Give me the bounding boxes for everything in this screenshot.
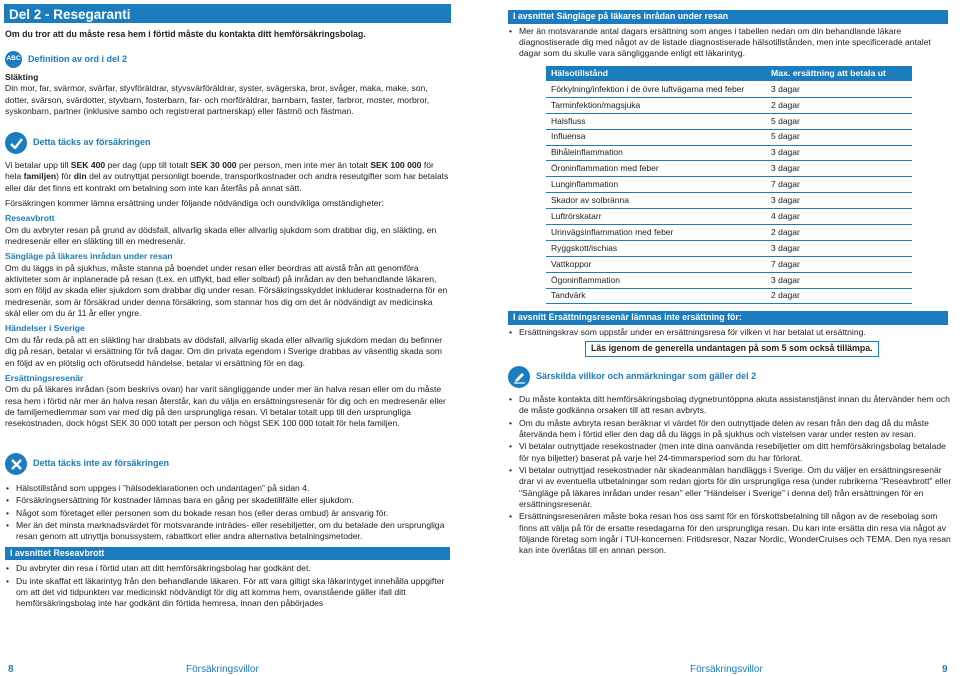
- list-item: • Du måste kontakta ditt hemförsäkringsbolag dygnetruntöppna akuta assistanstjänst innan du återvänder hem och de måste godkänna orsaken till att resan avbryts.: [508, 394, 953, 417]
- condition-cell: Tarminfektion/magsjuka: [546, 97, 766, 113]
- heading-reseavbrott: Reseavbrott: [5, 213, 55, 224]
- covered-title: Detta täcks av försäkringen: [33, 137, 151, 148]
- not-covered-title: Detta täcks inte av försäkringen: [33, 458, 170, 469]
- max-days-cell: 7 dagar: [766, 177, 912, 193]
- pencil-icon: [508, 366, 530, 388]
- table-row: [546, 129, 912, 145]
- max-days-cell: 3 dagar: [766, 193, 912, 209]
- heading-handelser: Händelser i Sverige: [5, 323, 85, 334]
- cross-icon: [5, 453, 27, 475]
- table-row: [546, 288, 912, 304]
- ersattningsresenar-exclusions: [508, 311, 948, 339]
- condition-cell: Vattkoppor: [546, 256, 766, 272]
- table-row: [546, 113, 912, 129]
- max-days-cell: 2 dagar: [766, 288, 912, 304]
- max-days-cell: 2 dagar: [766, 225, 912, 241]
- table-row: [546, 177, 912, 193]
- abc-icon: ABC: [5, 51, 22, 68]
- table-header: [546, 66, 912, 81]
- max-days-cell: 3 dagar: [766, 145, 912, 161]
- ersattningsresenar-list: [508, 327, 948, 338]
- condition-cell: Halsfluss: [546, 113, 766, 129]
- condition-cell: Skador av solbränna: [546, 193, 766, 209]
- text-ersattningsresenar: Om du på läkares inrådan (som beskrivs ovan) har varit sängliggande under mer än halva resan eller om du måste resa hem i förtid när mer än halva resan återstår, kan du välja en ersättningsresenär för dig och en medresenär eller de familjemedlemmar som var med dig på den ursprungliga resan. Vi betalar totalt upp till den ursprungliga resekostnaden, dock högst SEK 30 000 totalt per person och högst SEK 100 000 totalt för hela familjen.: [5, 384, 446, 429]
- max-days-cell: 3 dagar: [766, 161, 912, 177]
- list-item: • Du avbryter din resa i förtid utan att ditt hemförsäkringsbolag har godkänt det.: [5, 563, 450, 574]
- heading-sanglage: Sängläge på läkares inrådan under resan: [5, 251, 173, 262]
- condition-cell: Ryggskott/ischias: [546, 240, 766, 256]
- slakting-definition: Din mor, far, svärmor, svärfar, styvföräldrar, styvsvärföräldrar, syster, svägerska, bror, svåger, maka, make, son, dotter, svärson, svärdotter, styvbarn, fosterbarn, far- och morföräldrar, barnbarn, faster, farbror, moster, morbror, syskonbarn, partner (inklusive sambo och registrerat partnerskap) eller fästmö och fästman.: [5, 83, 430, 117]
- condition-cell: Urinvägsinflammation med feber: [546, 225, 766, 241]
- list-item: • Du inte skaffat ett läkarintyg från den behandlande läkaren. För att vara giltigt ska läkarintyget innehålla uppgifter om att det vid tidpunkten var medicinskt nödvändigt för dig att komma hem, ovanstående gäller ifall ditt hemförsäkringsbolag inte har godkänt din förtida hemresa, innan den påbörjades: [5, 576, 450, 610]
- page-number-left: 8: [8, 664, 14, 675]
- reseavbrott-exclusions: [5, 563, 450, 609]
- list-item: • Vi betalar outnyttjade resekostnader (men inte dina oanvända resebiljetter om ditt hemförsäkringsbolag betalade för nya biljetter) baserat på varje hel 24-timmarsperiod som du har förlorat.: [508, 441, 953, 464]
- condition-cell: Lunginflammation: [546, 177, 766, 193]
- not-covered-block: [5, 453, 450, 611]
- general-exclusions-notice: Läs igenom de generella undantagen på som 5 som också tillämpa.: [585, 341, 879, 357]
- table-row: [546, 256, 912, 272]
- table-row: [546, 272, 912, 288]
- definitions-block: [5, 51, 450, 121]
- circumstances-intro: Försäkringen kommer lämna ersättning under följande nödvändiga och oundvikliga omständigheter:: [5, 198, 384, 209]
- table-row: [546, 193, 912, 209]
- list-item: • Mer än motsvarande antal dagars ersättning som anges i tabellen nedan om din behandlande läkare diagnostiserade dig med något av de listade diagnostiserade hälsotillstånden, men inte specificerade antalet dagar som du skulle vara sängliggande enligt ett läkarintyg.: [508, 26, 948, 60]
- table-row: [546, 145, 912, 161]
- definitions-title: Definition av ord i del 2: [28, 53, 128, 64]
- text-reseavbrott: Om du avbryter resan på grund av dödsfall, allvarlig skada eller allvarlig sjukdom som drabbar dig, en släkting, en medresenär eller en släkting till en medresenär.: [5, 224, 437, 247]
- column-header-max-days: Max. ersättning att betala ut: [766, 66, 912, 81]
- list-item: • Hälsotillstånd som uppges i ”hälsodeklarationen och undantagen” på sidan 4.: [5, 483, 450, 494]
- list-item: • Försäkringsersättning för kostnader lämnas bara en gång per skadetillfälle eller sjukdom.: [5, 495, 450, 506]
- intro-text: Om du tror att du måste resa hem i förtid måste du kontakta ditt hemförsäkringsbolag.: [5, 29, 366, 39]
- list-item: • Mer än det minsta marknadsvärdet för motsvarande inträdes- eller resebiljetter, om du betalade den ursprungliga resan genom att utnyttja bonussystem, rabattkort eller andra alternativa betalningsmetoder.: [5, 520, 450, 543]
- max-days-cell: 3 dagar: [766, 272, 912, 288]
- table-row: [546, 97, 912, 113]
- heading-ersattningsresenar: Ersättningsresenär: [5, 372, 84, 383]
- list-item: • Vi betalar outnyttjad resekostnader när skadeanmälan handläggs i Sverige. Om du väljer en ersättningsresenär drar vi av eventuella utbetalningar som redan gjorts för din ursprungliga resa (under rubrikerna "Reseavbrott" eller "Sängläge på läkares inrådan under resan" eller "Händelser i Sverige" i denna del) från ersättningen för en ersättningsresenär.: [508, 465, 953, 510]
- section-title: Del 2 - Resegaranti: [4, 4, 451, 23]
- condition-table: [546, 66, 912, 304]
- condition-cell: Luftrörskatarr: [546, 209, 766, 225]
- covered-block: [5, 132, 450, 434]
- table-row: [546, 240, 912, 256]
- page-number-right: 9: [942, 664, 948, 675]
- special-conditions-block: [508, 366, 953, 558]
- box-title-reseavbrott: I avsnittet Reseavbrott: [5, 547, 450, 561]
- term-slakting: Släkting: [5, 72, 39, 82]
- condition-cell: Ögoninflammation: [546, 272, 766, 288]
- condition-cell: Tandvärk: [546, 288, 766, 304]
- checkmark-icon: [5, 132, 27, 154]
- sanglage-exclusions: [508, 10, 948, 61]
- covered-paragraph: Vi betalar upp till SEK 400 per dag (upp till totalt SEK 30 000 per person, men inte mer än totalt SEK 100 000 för hela familjen) för din del av outnyttjat personligt boende, transportkostnader och andra reseutgifter som har betalats eller där det finns ett kontrakt om betalning som inte kan återfås på annat sätt.: [5, 160, 449, 193]
- table-row: [546, 81, 912, 97]
- special-header: [508, 366, 953, 388]
- max-days-cell: 5 dagar: [766, 129, 912, 145]
- footer-brand-right: Försäkringsvillor: [690, 664, 763, 675]
- condition-cell: Influensa: [546, 129, 766, 145]
- list-item: • Ersättningsresenären måste boka resan hos oss samt för en förskottsbetalning till någon av de resebolag som finns att välja på för de ersatte resedagarna för den ursprungliga resan. Du kan inte ersätta din resa via något av följande företag som ingår i TUI-koncernen: Fritidsresor, Nazar Nordic, WonderCruises och TEMA. Den nya resan kan inte överlåtas till en annan person.: [508, 511, 953, 556]
- definitions-header: [5, 51, 450, 68]
- list-item: • Något som företaget eller personen som du bokade resan hos (eller deras ombud) är ansvarig för.: [5, 508, 450, 519]
- box-title-sanglage: I avsnittet Sängläge på läkares inrådan under resan: [508, 10, 948, 24]
- text-handelser: Om du får reda på att en släkting har drabbats av dödsfall, allvarlig skada eller allvarlig sjukdom medan du befinner dig på resan, betalar vi ersättning för två dagar. Om din privata egendom i Sverige drabbas av väsentlig skada som en följd av en plötslig och oförutsedd händelse, betalar vi ersättning för en dag.: [5, 334, 443, 368]
- condition-cell: Förkylning/infektion i de övre luftvägarna med feber: [546, 81, 766, 97]
- max-days-cell: 5 dagar: [766, 113, 912, 129]
- special-list: [508, 394, 953, 557]
- not-covered-header: [5, 453, 450, 475]
- not-covered-list: [5, 483, 450, 543]
- table-row: [546, 225, 912, 241]
- covered-header: [5, 132, 450, 154]
- condition-cell: Bihåleinflammation: [546, 145, 766, 161]
- column-header-condition: Hälsotillstånd: [546, 66, 766, 81]
- max-days-cell: 2 dagar: [766, 97, 912, 113]
- table-row: [546, 209, 912, 225]
- list-item: • Ersättningskrav som uppstår under en ersättningsresa för vilken vi har betalat ut ersättning.: [508, 327, 948, 338]
- max-days-cell: 7 dagar: [766, 256, 912, 272]
- max-days-cell: 4 dagar: [766, 209, 912, 225]
- special-title: Särskilda villkor och anmärkningar som gäller del 2: [536, 371, 757, 382]
- list-item: • Om du måste avbryta resan beräknar vi värdet för den outnyttjade delen av resan från den dag då du måste återvända hem i förtid eller den dag då du läggs in på sjukhus och vistelsen varar under resten av resan.: [508, 418, 953, 441]
- condition-cell: Öroninflammation med feber: [546, 161, 766, 177]
- sanglage-list: [508, 26, 948, 60]
- footer-brand-left: Försäkringsvillor: [186, 664, 259, 675]
- max-days-cell: 3 dagar: [766, 240, 912, 256]
- max-days-cell: 3 dagar: [766, 81, 912, 97]
- table-row: [546, 161, 912, 177]
- text-sanglage: Om du läggs in på sjukhus, måste stanna på boendet under resan eller beordras att avstå från att genomföra aktiviteter som är inplanerade på resan (t.ex. en utflykt, bad eller solbad) på inrådan av den behandlande läkaren, som en följd av skada eller sjukdom som drabbar dig under resan. Försäkringsskyddet inkluderar kostnaderna för en medresenär, som är försäkrad under denna försäkring, som stannar hos dig om det är nödvändigt av medicinska skäl eller om du är 11 år eller yngre.: [5, 262, 448, 319]
- box-title-ersattningsresenar: I avsnitt Ersättningsresenär lämnas inte ersättning för:: [508, 311, 948, 325]
